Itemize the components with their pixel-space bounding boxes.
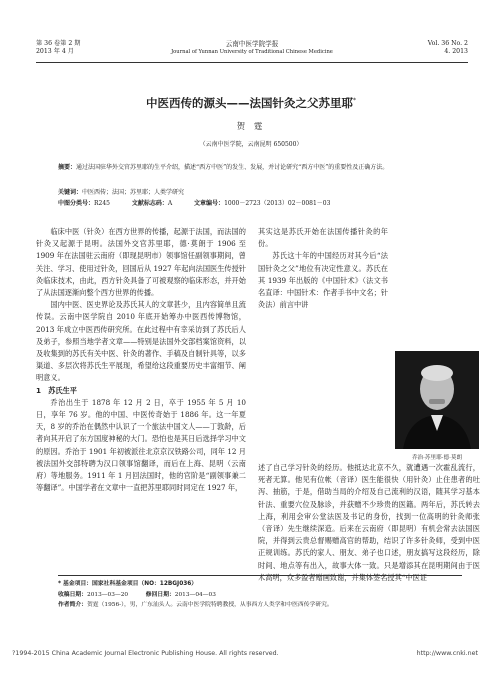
author-bio-line: 作者简介：贺霆（1956-），男，广东汕头人。云南中医学院特聘教授，从事西方人类学和中医西传学研究。 bbox=[58, 602, 333, 608]
portrait-photo bbox=[395, 351, 479, 449]
portrait-icon bbox=[395, 351, 479, 449]
cnki-link[interactable]: http://www.cnki.net bbox=[416, 650, 478, 657]
paragraph: 乔治出生于 1878 年 12 月 2 日，卒于 1955 年 5 月 10 日，享年 76 岁。他的中国、中医传奇始于 1886 年。这一年夏天，8 岁的乔治在偶然中认识了一个旅法中国文人——丁敦龄，后者向其开启了东方国度神秘的大门。恐怕也是其日后选择学习中文的原因。乔治于 1901 年初被派往北京京汉铁路公司，同年 12 月被法国外交部特聘为汉口领事馆翻译，而后在上海、昆明（云南府）等地服务。1911 年 1 月回法国时，他的官阶是“副领事兼二等翻译”。中国学者在文章中一直把苏里耶同时同定在 1927 年， bbox=[36, 397, 246, 493]
header-vol-no: Vol. 36 No. 2 4. 2013 bbox=[427, 40, 468, 55]
body-left-column bbox=[36, 226, 246, 494]
paragraph: 国内中医、医史界论及苏氏其人的文章甚少，且内容简单且流传误。云南中医学院自 2010 年底开始筹办中医西传博物馆，2013 年成立中医西传研究所。在此过程中有幸采访到了苏氏后人及弟子，参照当地学者文章——特别是法国外交部档案馆资料，以及收集到的苏氏有关中医、针灸的著作、手稿及自制针具等，以多渠道、多层次将苏氏生平展现，希望给这段重要历史丰富细节、阐明意义。 bbox=[36, 300, 246, 383]
title-footnote-mark: * bbox=[353, 97, 356, 105]
section-heading: 1 苏氏生平 bbox=[36, 385, 77, 395]
dates-line: 收稿日期：2013—03—20 修回日期：2013—04—03 bbox=[58, 591, 216, 598]
header-rule bbox=[36, 62, 468, 63]
article-author: 贺 霆 bbox=[236, 122, 266, 132]
keywords: 关键词：中医西传；法国；苏里耶；人类学研究 bbox=[58, 189, 185, 196]
copyright-footer bbox=[0, 650, 502, 664]
footnote-rule bbox=[58, 575, 462, 576]
classification-line: 中图分类号：R245 文献标志码：A 文章编号：1000－2723（2013）02－0081－03 bbox=[58, 200, 331, 207]
paragraph: 苏氏这十年的中国经历对其今后“法国针灸之父”地位有决定性意义。苏氏在其 1939 年出版的《中国针术》（法文书名直译：中国针术：作者手书中文名；针灸法）前言中讲 bbox=[258, 251, 388, 310]
header-volume-info: 第 36 卷第 2 期 2013 年 4 月 bbox=[36, 40, 81, 55]
paragraph: 述了自己学习针灸的经历。他抵达北京不久，就遭遇一次霍乱流行，死者无算。他见有位帐（音译）医生能很快（用针灸）止住患者的吐泻、抽筋，于是，借助当局的介绍及自己流利的汉语，随其学习基本针法、重要穴位及脉诊，并获赠不少珍贵的医籍。两年后，苏氏转去上海，利用会审公堂法医及书记的身份，找到一位高明的针灸师张（音译）先生继续深造。后来在云南府（即昆明）有机会常去法国医院，并得到云贵总督赐赠高官的帮助，结识了许多针灸师，受到中医正规训练。苏氏的家人、朋友、弟子也口述，朋友搞写这段经历，除时间、地点等有出入，故事大体一致。只是增添其在昆明期间由于医术高明，众多盈者赠画致谢，并集体签名授其“中医证 bbox=[258, 463, 480, 582]
copyright-text: ?1994-2015 China Academic Journal Electronic Publishing House. All rights reserved. bbox=[12, 650, 279, 657]
photo-caption: 乔治·苏里耶·德·莫朗 bbox=[411, 455, 463, 461]
journal-header bbox=[36, 40, 468, 62]
paragraph: 临床中医（针灸）在西方世界的传播，起源于法国，而法国的针灸又起源于昆明。法国外交官苏里耶，德·莫朗于 1906 至 1909 年在法国驻云南府（即现昆明市）领事馆任副领事期间，曾关注、学习、使用过针灸，回国后从 1927 年起向法国医生传授针灸临床技术，由此，西方针灸具备了可被观察的临床形态，并开始了从法国逐渐向整个西方世界的传播。 bbox=[36, 227, 246, 298]
body-right-column-bottom bbox=[258, 462, 480, 584]
paragraph: 其实这是苏氏开始在法国传播针灸的年份。 bbox=[258, 227, 388, 249]
fund-line: * 基金项目：国家社科基金项目（NO：12BGJ036） bbox=[58, 581, 198, 587]
article-title: 中医西传的源头——法国针灸之父苏里耶* bbox=[146, 96, 356, 110]
footnote bbox=[58, 579, 462, 611]
article-affiliation: （云南中医学院，云南昆明 650500） bbox=[199, 141, 303, 148]
body-right-column-top bbox=[258, 226, 388, 311]
header-journal-name: 云南中医学院学报 Journal of Yunnan University of Traditional Chinese Medicine bbox=[171, 40, 333, 55]
abstract: 摘要：通过法国驻华外交官苏里耶的生平介绍，描述“西方中医”的发生、发展，并讨论研究“西方中医”的重要性及正确方法。 bbox=[58, 164, 389, 171]
